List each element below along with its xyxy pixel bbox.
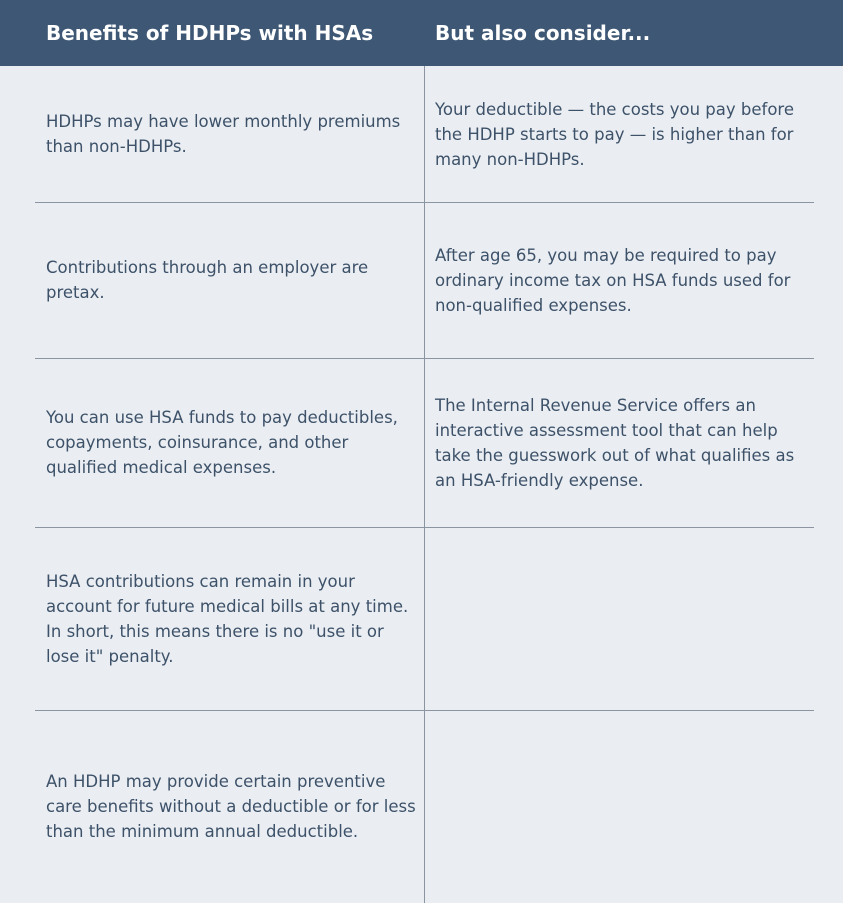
benefit-cell: [46, 202, 420, 358]
benefit-cell: [46, 710, 420, 903]
consider-cell: [435, 527, 815, 710]
benefit-text: Contributions through an employer are pretax.: [46, 258, 369, 302]
consider-text: After age 65, you may be required to pay ordinary income tax on HSA funds used for non-qualified expenses.: [435, 245, 791, 315]
header-benefits: Benefits of HDHPs with HSAs: [46, 21, 374, 45]
benefit-text: HDHPs may have lower monthly premiums than non-HDHPs.: [46, 112, 401, 156]
consider-text: Your deductible — the costs you pay before the HDHP starts to pay — is higher than for many non-HDHPs.: [435, 99, 795, 169]
benefit-cell: [46, 66, 420, 202]
column-divider: [424, 66, 425, 903]
benefit-text: You can use HSA funds to pay deductibles, copayments, coinsurance, and other qualified medical expenses.: [46, 408, 398, 477]
consider-cell: [435, 66, 815, 202]
table-header: [0, 0, 843, 66]
consider-cell: [435, 358, 815, 527]
benefit-cell: [46, 358, 420, 527]
benefit-text: An HDHP may provide certain preventive care benefits without a deductible or for less than the minimum annual deductible.: [46, 772, 416, 841]
benefit-cell: [46, 527, 420, 710]
consider-text: The Internal Revenue Service offers an interactive assessment tool that can help take the guesswork out of what qualifies as an HSA-friendly expense.: [435, 395, 795, 490]
header-consider: But also consider...: [435, 21, 651, 45]
consider-cell: [435, 202, 815, 358]
benefit-text: HSA contributions can remain in your account for future medical bills at any time. In short, this means there is no "use it or lose it" penalty.: [46, 571, 409, 666]
consider-cell: [435, 710, 815, 903]
